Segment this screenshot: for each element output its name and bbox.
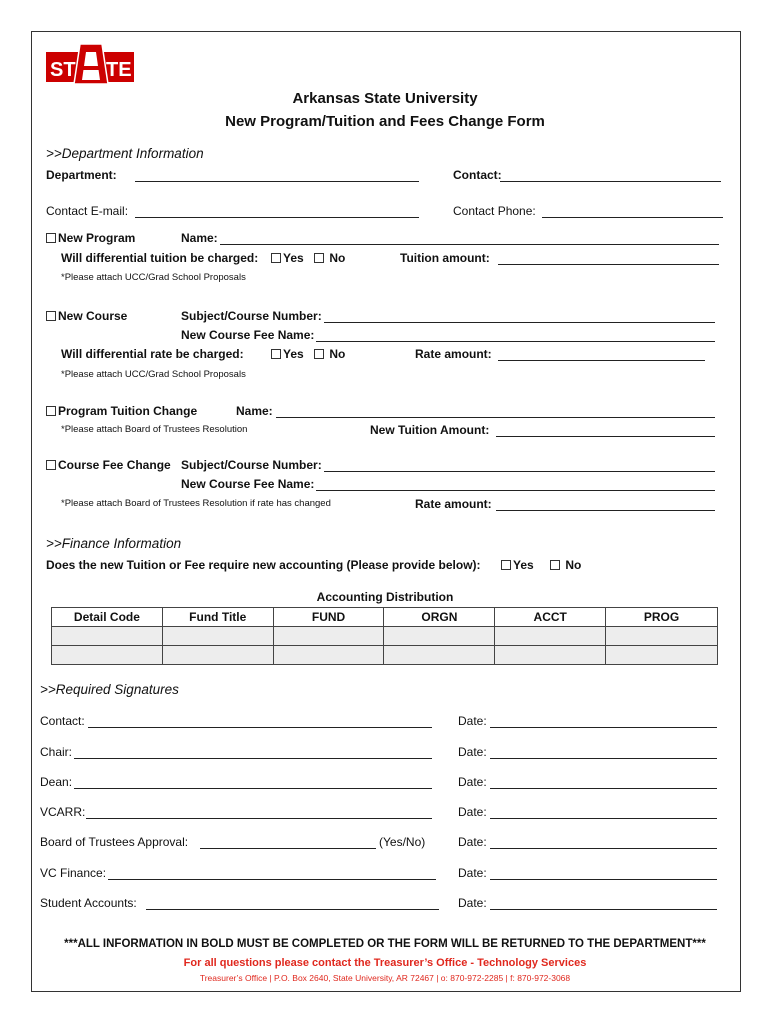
table-cell[interactable]	[162, 627, 273, 646]
sig-contact-label: Contact:	[40, 714, 85, 728]
date-field[interactable]	[490, 788, 717, 789]
date-field[interactable]	[490, 758, 717, 759]
fee-change-rate-label: Rate amount:	[415, 497, 492, 511]
sig-vc-finance-field[interactable]	[108, 879, 436, 880]
sig-student-accounts-field[interactable]	[146, 909, 439, 910]
date-label: Date:	[458, 714, 487, 728]
checkbox-icon[interactable]	[314, 349, 324, 359]
signatures-heading: >>Required Signatures	[40, 682, 179, 697]
date-field[interactable]	[490, 727, 717, 728]
checkbox-icon[interactable]	[271, 253, 281, 263]
checkbox-icon[interactable]	[501, 560, 511, 570]
table-cell[interactable]	[273, 646, 384, 665]
accounting-yes-option[interactable]: Yes	[501, 558, 534, 572]
differential-rate-label: Will differential rate be charged:	[61, 347, 244, 361]
date-label: Date:	[458, 775, 487, 789]
checkbox-icon[interactable]	[314, 253, 324, 263]
accounting-distribution-table	[51, 607, 718, 665]
board-resolution-rate-note: *Please attach Board of Trustees Resolution if rate has changed	[61, 498, 331, 509]
date-field[interactable]	[490, 909, 717, 910]
new-tuition-amount-label: New Tuition Amount:	[370, 423, 490, 437]
rate-amount-label: Rate amount:	[415, 347, 492, 361]
tuition-change-name-field[interactable]	[276, 417, 715, 418]
rate-no-option[interactable]: No	[314, 347, 345, 361]
contact-treasurer-line: For all questions please contact the Treasurer’s Office - Technology Services	[183, 957, 587, 969]
table-cell[interactable]	[495, 627, 606, 646]
column-acct: ACCT	[495, 608, 606, 627]
sig-vc-finance-label: VC Finance:	[40, 866, 107, 880]
column-fund-title: Fund Title	[162, 608, 273, 627]
board-resolution-note: *Please attach Board of Trustees Resolution	[61, 424, 248, 435]
checkbox-icon[interactable]	[46, 233, 56, 243]
treasurer-address-line: Treasurer’s Office | P.O. Box 2640, State University, AR 72467 | o: 870-972-2285 | f: 870-972-3068	[199, 973, 571, 983]
table-cell[interactable]	[162, 646, 273, 665]
contact-email-label: Contact E-mail:	[46, 204, 129, 218]
column-fund: FUND	[273, 608, 384, 627]
tuition-amount-field[interactable]	[498, 264, 719, 265]
svg-text:TE: TE	[106, 59, 132, 81]
course-fee-name-field[interactable]	[316, 341, 715, 342]
differential-yes-option[interactable]: Yes	[271, 251, 304, 265]
date-label: Date:	[458, 805, 487, 819]
fee-change-subject-label: Subject/Course Number:	[181, 458, 322, 472]
new-course-option[interactable]: New Course	[46, 309, 127, 323]
date-field[interactable]	[490, 818, 717, 819]
a-state-logo-icon	[46, 42, 136, 86]
required-info-warning: ***ALL INFORMATION IN BOLD MUST BE COMPLETED OR THE FORM WILL BE RETURNED TO THE DEPARTMENT***	[64, 938, 706, 950]
rate-yes-option[interactable]: Yes	[271, 347, 304, 361]
program-name-field[interactable]	[220, 244, 719, 245]
program-name-label: Name:	[181, 231, 218, 245]
date-label: Date:	[458, 866, 487, 880]
table-cell[interactable]	[606, 627, 718, 646]
table-cell[interactable]	[384, 627, 495, 646]
course-fee-name-label: New Course Fee Name:	[181, 328, 315, 342]
subject-course-field[interactable]	[324, 322, 715, 323]
checkbox-icon[interactable]	[271, 349, 281, 359]
new-program-option[interactable]: New Program	[46, 231, 135, 245]
sig-student-accounts-label: Student Accounts:	[40, 896, 137, 910]
table-cell[interactable]	[384, 646, 495, 665]
table-row	[52, 627, 718, 646]
date-field[interactable]	[490, 848, 717, 849]
checkbox-icon[interactable]	[46, 460, 56, 470]
department-info-heading: >>Department Information	[46, 146, 204, 161]
date-label: Date:	[458, 745, 487, 759]
column-detail-code: Detail Code	[52, 608, 163, 627]
checkbox-icon[interactable]	[550, 560, 560, 570]
program-tuition-change-option[interactable]: Program Tuition Change	[46, 404, 197, 418]
checkbox-icon[interactable]	[46, 406, 56, 416]
differential-tuition-label: Will differential tuition be charged:	[61, 251, 259, 265]
date-label: Date:	[458, 896, 487, 910]
tuition-change-name-label: Name:	[236, 404, 273, 418]
contact-label: Contact:	[453, 168, 502, 182]
sig-dean-field[interactable]	[74, 788, 432, 789]
accounting-distribution-title: Accounting Distribution	[316, 590, 454, 604]
department-label: Department:	[46, 168, 117, 182]
sig-chair-label: Chair:	[40, 745, 73, 759]
fee-change-rate-field[interactable]	[496, 510, 715, 511]
sig-vcarr-field[interactable]	[86, 818, 432, 819]
differential-no-option[interactable]: No	[314, 251, 345, 265]
table-cell[interactable]	[606, 646, 718, 665]
fee-change-fee-name-label: New Course Fee Name:	[181, 477, 315, 491]
sig-contact-field[interactable]	[88, 727, 432, 728]
date-field[interactable]	[490, 879, 717, 880]
svg-text:ST: ST	[50, 59, 76, 81]
contact-phone-field[interactable]	[542, 217, 723, 218]
table-cell[interactable]	[52, 646, 163, 665]
sig-dean-label: Dean:	[40, 775, 73, 789]
contact-email-field[interactable]	[135, 217, 419, 218]
university-title: Arkansas State University	[292, 90, 478, 107]
subject-course-label: Subject/Course Number:	[181, 309, 322, 323]
date-label: Date:	[458, 835, 487, 849]
contact-phone-label: Contact Phone:	[453, 204, 536, 218]
fee-change-subject-field[interactable]	[324, 471, 715, 472]
course-fee-change-option[interactable]: Course Fee Change	[46, 458, 171, 472]
ucc-note: *Please attach UCC/Grad School Proposals	[61, 272, 246, 283]
contact-field[interactable]	[500, 181, 721, 182]
ucc-note: *Please attach UCC/Grad School Proposals	[61, 369, 246, 380]
accounting-question: Does the new Tuition or Fee require new accounting (Please provide below):	[46, 558, 481, 572]
sig-board-label: Board of Trustees Approval:	[40, 835, 189, 849]
sig-board-field[interactable]	[200, 848, 376, 849]
sig-vcarr-label: VCARR:	[40, 805, 86, 819]
table-cell[interactable]	[52, 627, 163, 646]
rate-amount-field[interactable]	[498, 360, 705, 361]
finance-info-heading: >>Finance Information	[46, 536, 182, 551]
new-tuition-amount-field[interactable]	[496, 436, 715, 437]
accounting-no-option[interactable]: No	[550, 558, 581, 572]
table-cell[interactable]	[495, 646, 606, 665]
sig-chair-field[interactable]	[74, 758, 432, 759]
department-field[interactable]	[135, 181, 419, 182]
tuition-amount-label: Tuition amount:	[400, 251, 490, 265]
fee-change-fee-name-field[interactable]	[316, 490, 715, 491]
column-orgn: ORGN	[384, 608, 495, 627]
table-cell[interactable]	[273, 627, 384, 646]
board-yes-no-label: (Yes/No)	[379, 835, 426, 849]
checkbox-icon[interactable]	[46, 311, 56, 321]
form-title: New Program/Tuition and Fees Change Form	[225, 113, 545, 130]
table-row	[52, 646, 718, 665]
column-prog: PROG	[606, 608, 718, 627]
